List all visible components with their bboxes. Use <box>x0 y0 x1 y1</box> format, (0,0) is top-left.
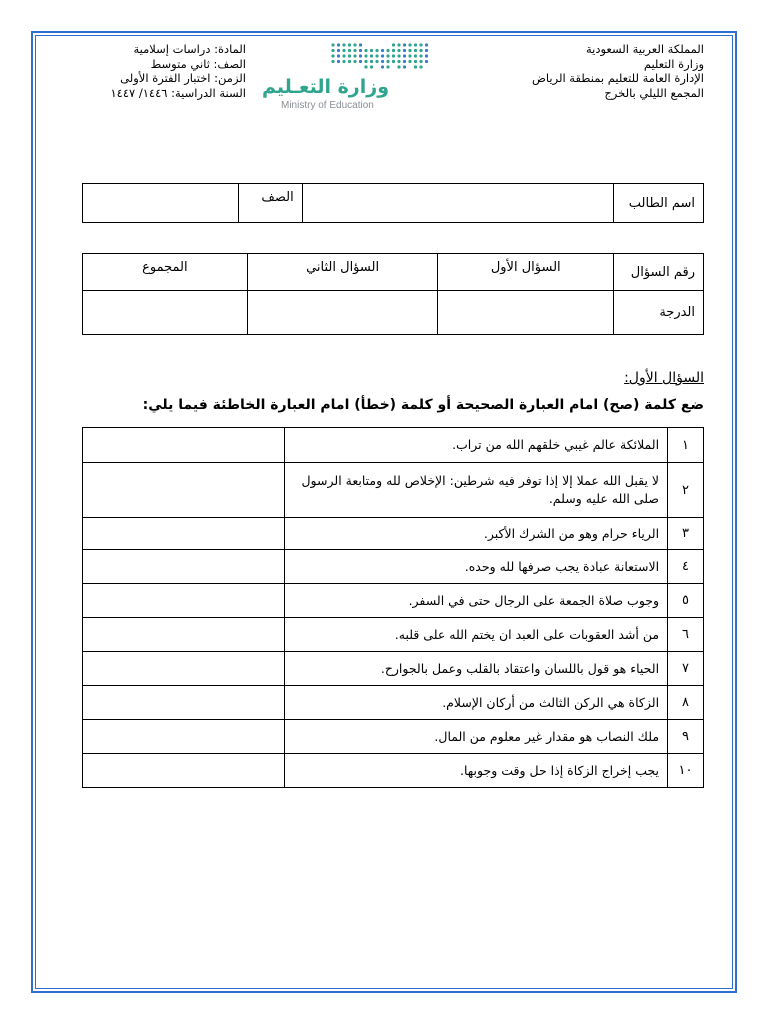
logo-dot <box>337 43 340 46</box>
logo-dot <box>414 43 417 46</box>
logo-dot <box>397 49 400 52</box>
answer-cell[interactable] <box>83 686 285 720</box>
question-statement: الزكاة هي الركن الثالث من أركان الإسلام. <box>284 686 667 720</box>
logo-dot <box>353 43 356 46</box>
question-number: ٢ <box>668 463 704 518</box>
logo-dot <box>425 43 428 46</box>
grades-table <box>82 253 704 335</box>
logo-dot <box>331 60 334 63</box>
question-statement: لا يقبل الله عملا إلا إذا توفر فيه شرطين: الإخلاص لله ومتابعة الرسول صلى الله عليه وسلم. <box>284 463 667 518</box>
grades-header-q1: السؤال الأول <box>438 254 614 291</box>
logo-dot <box>425 60 428 63</box>
exam-grade: الصف: ثاني متوسط <box>150 56 246 71</box>
logo-dot <box>364 54 367 57</box>
student-info-table <box>82 183 704 223</box>
ministry-logo <box>261 40 435 114</box>
logo-dot <box>331 54 334 57</box>
logo-dot <box>370 49 373 52</box>
logo-dot <box>370 65 373 68</box>
question1-instruction: ضع كلمة (صح) امام العبارة الصحيحة أو كلمة (خطأ) امام العبارة الخاطئة فيما يلي: <box>142 397 704 413</box>
grades-header-total: المجموع <box>83 254 248 291</box>
header-ministry: وزارة التعليم <box>643 56 704 71</box>
logo-dot <box>381 54 384 57</box>
logo-dot <box>408 60 411 63</box>
question-row <box>83 618 704 652</box>
logo-dot <box>375 54 378 57</box>
logo-dot <box>403 54 406 57</box>
question1-title: السؤال الأول: <box>624 370 704 386</box>
question-statement: الملائكة عالم غيبي خلقهم الله من تراب. <box>284 428 667 463</box>
logo-dot <box>419 60 422 63</box>
header-country: المملكة العربية السعودية <box>586 42 704 56</box>
logo-dot <box>337 54 340 57</box>
question-row <box>83 463 704 518</box>
logo-dot <box>425 49 428 52</box>
logo-dot <box>408 54 411 57</box>
class-field[interactable] <box>83 184 239 223</box>
answer-cell[interactable] <box>83 618 285 652</box>
logo-dot <box>348 49 351 52</box>
grade-cell-total[interactable] <box>83 291 248 335</box>
logo-dot <box>386 54 389 57</box>
logo-dot <box>353 60 356 63</box>
logo-dot <box>408 49 411 52</box>
logo-dot <box>386 60 389 63</box>
logo-dot <box>414 49 417 52</box>
header-institution <box>444 42 704 100</box>
logo-dot <box>381 49 384 52</box>
logo-dot <box>348 54 351 57</box>
answer-cell[interactable] <box>83 518 285 550</box>
question-statement: من أشد العقوبات على العبد ان يختم الله على قلبه. <box>284 618 667 652</box>
logo-dot <box>353 54 356 57</box>
logo-dot <box>397 65 400 68</box>
question-statement: الحياء هو قول باللسان واعتقاد بالقلب وعمل بالجوارح. <box>284 652 667 686</box>
logo-dot <box>364 49 367 52</box>
logo-dot <box>392 54 395 57</box>
logo-dot <box>419 43 422 46</box>
logo-dot <box>392 60 395 63</box>
question-row <box>83 720 704 754</box>
question-number: ٩ <box>668 720 704 754</box>
grades-row-label: الدرجة <box>614 291 704 335</box>
logo-dot <box>375 49 378 52</box>
logo-dot <box>342 43 345 46</box>
grade-cell-q2[interactable] <box>247 291 438 335</box>
logo-dot <box>353 49 356 52</box>
logo-dot <box>342 54 345 57</box>
logo-dot <box>392 43 395 46</box>
question-row <box>83 550 704 584</box>
exam-subject: المادة: دراسات إسلامية <box>133 42 246 56</box>
grades-header-q2: السؤال الثاني <box>247 254 438 291</box>
logo-dot <box>370 54 373 57</box>
question-number: ١ <box>668 428 704 463</box>
logo-dot <box>392 49 395 52</box>
logo-dot <box>375 60 378 63</box>
logo-dot <box>342 49 345 52</box>
logo-arabic-text: وزارة التعـليم <box>261 76 389 98</box>
logo-dot <box>359 60 362 63</box>
answer-cell[interactable] <box>83 584 285 618</box>
logo-dot <box>414 54 417 57</box>
grades-header-question-number: رقم السؤال <box>614 254 704 291</box>
question-row <box>83 754 704 788</box>
question-number: ٨ <box>668 686 704 720</box>
question-number: ٣ <box>668 518 704 550</box>
logo-dot <box>386 49 389 52</box>
logo-dot <box>348 60 351 63</box>
answer-cell[interactable] <box>83 428 285 463</box>
question-number: ٧ <box>668 652 704 686</box>
question-statement: وجوب صلاة الجمعة على الرجال حتى في السفر. <box>284 584 667 618</box>
logo-dot <box>414 60 417 63</box>
logo-dot <box>403 49 406 52</box>
logo-dot <box>359 43 362 46</box>
exam-year: السنة الدراسية: ١٤٤٦/ ١٤٤٧ <box>110 85 246 100</box>
logo-dot <box>414 65 417 68</box>
student-name-field[interactable] <box>302 184 613 223</box>
exam-period: الزمن: اختبار الفترة الأولى <box>120 71 246 85</box>
logo-dot <box>342 60 345 63</box>
logo-dot <box>364 60 367 63</box>
logo-dot <box>397 54 400 57</box>
question-statement: ملك النصاب هو مقدار غير معلوم من المال. <box>284 720 667 754</box>
header-directorate: الإدارة العامة للتعليم بمنطقة الرياض <box>532 71 704 85</box>
question1-table <box>82 427 704 788</box>
grade-cell-q1[interactable] <box>438 291 614 335</box>
question-row <box>83 428 704 463</box>
question-row <box>83 686 704 720</box>
question-statement: الاستعانة عبادة يجب صرفها لله وحده. <box>284 550 667 584</box>
question-row <box>83 584 704 618</box>
logo-dot <box>425 54 428 57</box>
logo-dots-icon <box>275 40 435 80</box>
class-label: الصف <box>238 184 302 223</box>
logo-dot <box>386 65 389 68</box>
logo-dot <box>419 54 422 57</box>
question-number: ٤ <box>668 550 704 584</box>
logo-dot <box>337 60 340 63</box>
logo-dot <box>331 43 334 46</box>
question-statement: يجب إخراج الزكاة إذا حل وقت وجوبها. <box>284 754 667 788</box>
question-statement: الرياء حرام وهو من الشرك الأكبر. <box>284 518 667 550</box>
answer-cell[interactable] <box>83 720 285 754</box>
logo-dot <box>348 43 351 46</box>
logo-dot <box>381 65 384 68</box>
logo-dot <box>408 43 411 46</box>
logo-dot <box>359 54 362 57</box>
logo-dot <box>403 43 406 46</box>
student-name-label: اسم الطالب <box>614 184 704 223</box>
logo-dot <box>364 65 367 68</box>
logo-dot <box>370 60 373 63</box>
logo-dot <box>397 43 400 46</box>
logo-dot <box>403 65 406 68</box>
logo-dot <box>419 65 422 68</box>
answer-cell[interactable] <box>83 652 285 686</box>
logo-dot <box>403 60 406 63</box>
logo-dot <box>337 49 340 52</box>
header-school: المجمع الليلي بالخرج <box>604 85 704 100</box>
logo-dot <box>359 49 362 52</box>
question-row <box>83 518 704 550</box>
question-number: ١٠ <box>668 754 704 788</box>
question-number: ٦ <box>668 618 704 652</box>
logo-english-text: Ministry of Education <box>281 100 374 111</box>
logo-dot <box>419 49 422 52</box>
logo-dot <box>381 60 384 63</box>
answer-cell[interactable] <box>83 754 285 788</box>
question-row <box>83 652 704 686</box>
logo-dot <box>397 60 400 63</box>
question-number: ٥ <box>668 584 704 618</box>
answer-cell[interactable] <box>83 463 285 518</box>
logo-dot <box>331 49 334 52</box>
answer-cell[interactable] <box>83 550 285 584</box>
header-exam-info <box>86 42 246 100</box>
